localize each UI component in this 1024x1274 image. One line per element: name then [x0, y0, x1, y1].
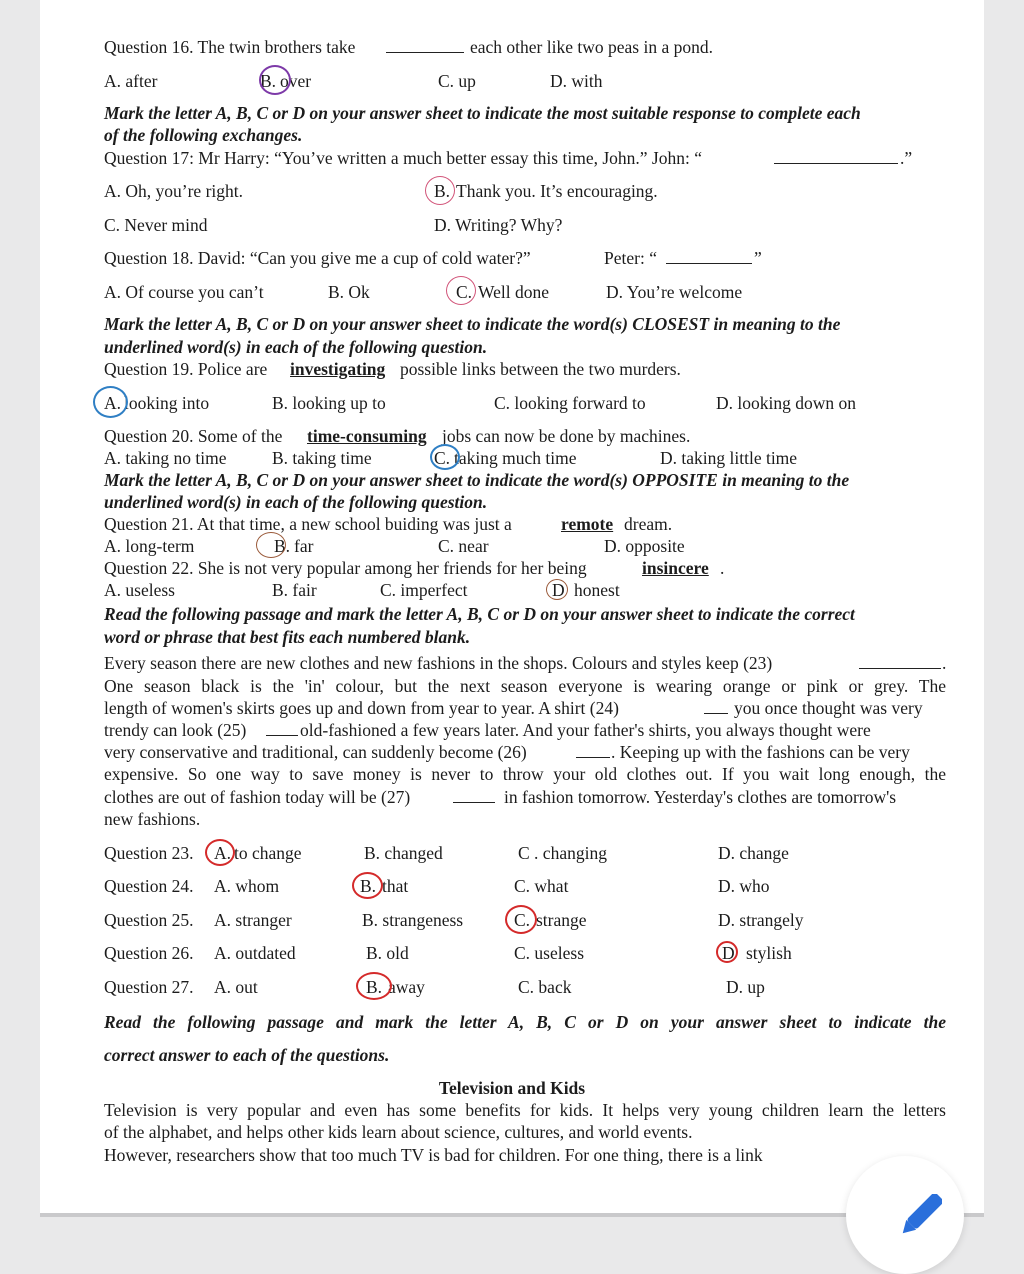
q24-option-c: C. what: [514, 876, 569, 896]
q18-peter: Peter: “: [604, 248, 657, 268]
q25-option-a: A. stranger: [214, 910, 292, 930]
q23-label: Question 23.: [104, 843, 194, 863]
q22-rest: .: [720, 558, 725, 578]
q25-option-c: strange: [536, 910, 587, 930]
q19-option-c: C. looking forward to: [494, 393, 646, 413]
q20-stem: Question 20. Some of the: [104, 426, 283, 446]
q17-option-a: A. Oh, you’re right.: [104, 181, 244, 201]
blank-27: [453, 788, 495, 803]
q21-option-d: D. opposite: [604, 536, 685, 556]
blank-26: [576, 743, 610, 758]
passage-text: old-fashioned a few years later. And your father's shirts, you always thought were: [300, 720, 871, 740]
answer-circle-q20: [430, 444, 460, 470]
q24-option-d: D. who: [718, 876, 770, 896]
q27-option-b-label: B.: [366, 977, 383, 997]
passage-text: in fashion tomorrow. Yesterday's clothes are tomorrow's: [504, 787, 897, 807]
q17-option-b-label: B.: [434, 181, 451, 201]
instruction-2-line-1: Mark the letter A, B, C or D on your answer sheet to indicate the word(s) CLOSEST in meaning to the: [104, 314, 841, 334]
q27-option-b: away: [388, 977, 425, 997]
instruction-4-line-2: word or phrase that best fits each numbered blank.: [104, 627, 471, 647]
passage-text: very conservative and traditional, can suddenly become (26): [104, 742, 527, 762]
reading-line-2: of the alphabet, and helps other kids learn about science, cultures, and world events.: [104, 1122, 693, 1142]
q22-option-b: B. fair: [272, 580, 317, 600]
passage-line-6: expensive. So one way to save money is never to throw your old clothes out. If you wait long enough, the: [104, 764, 946, 784]
passage-text: .: [942, 653, 947, 673]
answer-circle-q27: [356, 972, 392, 1000]
q19-stem: Question 19. Police are: [104, 359, 268, 379]
q19-underlined-word: investigating: [290, 359, 386, 379]
q16-option-a: A. after: [104, 71, 158, 91]
q21-option-a: A. long-term: [104, 536, 195, 556]
q25-option-d: D. strangely: [718, 910, 804, 930]
q16-option-b: over: [280, 71, 312, 91]
q27-option-a: A. out: [214, 977, 258, 997]
q19-option-d: D. looking down on: [716, 393, 856, 413]
instruction-3-line-2: underlined word(s) in each of the following question.: [104, 492, 488, 512]
instruction-5-line-2: correct answer to each of the questions.: [104, 1045, 390, 1065]
q18-option-a: A. Of course you can’t: [104, 282, 264, 302]
document-page: [40, 0, 984, 1213]
q16-rest: each other like two peas in a pond.: [470, 37, 713, 57]
q19-option-a-label: A.: [104, 393, 122, 413]
answer-circle-q19: [93, 386, 128, 418]
q18-option-c-label: C.: [456, 282, 473, 302]
instruction-1-line-2: of the following exchanges.: [104, 125, 303, 145]
q22-option-d: honest: [574, 580, 620, 600]
answer-circle-q23: [205, 839, 235, 866]
q21-rest: dream.: [624, 514, 673, 534]
edit-fab-button[interactable]: [846, 1156, 964, 1274]
answer-circle-q25: [505, 905, 537, 934]
q23-option-a: to change: [234, 843, 302, 863]
q26-option-a: A. outdated: [214, 943, 296, 963]
q27-label: Question 27.: [104, 977, 194, 997]
q22-option-a: A. useless: [104, 580, 175, 600]
q20-option-d: D. taking little time: [660, 448, 798, 468]
passage-text: you once thought was very: [734, 698, 923, 718]
q24-option-b: that: [382, 876, 409, 896]
q20-underlined-word: time-consuming: [307, 426, 427, 446]
q19-rest: possible links between the two murders.: [400, 359, 681, 379]
passage-line-2: One season black is the 'in' colour, but the next season everyone is wearing orange or pink or grey. The: [104, 676, 946, 696]
reading-line-3: However, researchers show that too much TV is bad for children. For one thing, there is a link: [104, 1145, 763, 1165]
q25-option-c-label: C.: [514, 910, 531, 930]
q25-label: Question 25.: [104, 910, 194, 930]
q26-option-d-label: D: [722, 943, 735, 963]
passage-text: clothes are out of fashion today will be (27): [104, 787, 411, 807]
reading-line-1: Television is very popular and even has some benefits for kids. It helps very young children learn the letters: [104, 1100, 946, 1120]
q22-option-c: C. imperfect: [380, 580, 468, 600]
answer-circle-q26: [716, 941, 738, 963]
q20-option-a: A. taking no time: [104, 448, 227, 468]
blank-24: [704, 699, 728, 714]
reading-title: Television and Kids: [438, 1078, 586, 1098]
q20-option-b: B. taking time: [272, 448, 372, 468]
q24-option-b-label: B.: [360, 876, 377, 896]
instruction-5-line-1: Read the following passage and mark the letter A, B, C or D on your answer sheet to indicate the: [104, 1012, 946, 1032]
passage-text: . Keeping up with the fashions can be very: [611, 742, 910, 762]
q24-label: Question 24.: [104, 876, 194, 896]
q18-option-b: B. Ok: [328, 282, 370, 302]
q23-option-d: D. change: [718, 843, 789, 863]
instruction-3-line-1: Mark the letter A, B, C or D on your answer sheet to indicate the word(s) OPPOSITE in meaning to the: [104, 470, 850, 490]
q26-option-b: B. old: [366, 943, 409, 963]
q27-option-d: D. up: [726, 977, 765, 997]
q17-option-d: D. Writing? Why?: [434, 215, 563, 235]
q26-option-d: stylish: [746, 943, 792, 963]
q18-stem: Question 18. David: “Can you give me a cup of cold water?”: [104, 248, 531, 268]
passage-line-8: new fashions.: [104, 809, 201, 829]
q26-label: Question 26.: [104, 943, 194, 963]
blank-25: [266, 721, 298, 736]
passage-text: length of women's skirts goes up and down from year to year. A shirt (24): [104, 698, 619, 718]
q17-stem: Question 17: Mr Harry: “You’ve written a much better essay this time, John.” John: “: [104, 148, 702, 168]
passage-text: Every season there are new clothes and new fashions in the shops. Colours and styles keep (23): [104, 653, 773, 673]
q17-option-c: C. Never mind: [104, 215, 208, 235]
q20-option-c: taking much time: [454, 448, 577, 468]
q19-option-a: looking into: [124, 393, 210, 413]
q21-underlined-word: remote: [561, 514, 614, 534]
q20-option-c-label: C.: [434, 448, 451, 468]
q23-option-b: B. changed: [364, 843, 443, 863]
q19-option-b: B. looking up to: [272, 393, 386, 413]
answer-circle-q16: [259, 65, 291, 95]
q17-end: .”: [900, 148, 913, 168]
answer-circle-q24: [352, 872, 383, 899]
page-shadow-edge: [40, 1213, 984, 1217]
q18-option-c: Well done: [478, 282, 549, 302]
answer-circle-q21: [256, 532, 286, 558]
q16-stem: Question 16. The twin brothers take: [104, 37, 356, 57]
q21-option-b-label: B.: [274, 536, 291, 556]
q22-stem: Question 22. She is not very popular among her friends for her being: [104, 558, 587, 578]
instruction-1-line-1: Mark the letter A, B, C or D on your answer sheet to indicate the most suitable response to complete each: [104, 103, 861, 123]
passage-text: trendy can look (25): [104, 720, 247, 740]
q22-option-d-label: D: [552, 580, 565, 600]
q18-end: ”: [754, 248, 762, 268]
q25-option-b: B. strangeness: [362, 910, 464, 930]
q24-option-a: A. whom: [214, 876, 280, 896]
q26-option-c: C. useless: [514, 943, 584, 963]
q18-option-d: D. You’re welcome: [606, 282, 743, 302]
q16-option-c: C. up: [438, 71, 476, 91]
instruction-4-line-1: Read the following passage and mark the letter A, B, C or D on your answer sheet to indicate the correct: [104, 604, 855, 624]
q22-underlined-word: insincere: [642, 558, 709, 578]
blank-23: [859, 654, 941, 669]
q16-option-d: D. with: [550, 71, 603, 91]
q17-option-b: Thank you. It’s encouraging.: [456, 181, 658, 201]
q21-option-b: far: [294, 536, 314, 556]
q21-option-c: C. near: [438, 536, 489, 556]
q27-option-c: C. back: [518, 977, 572, 997]
q23-option-c: C . changing: [518, 843, 607, 863]
answer-circle-q22: [546, 579, 568, 600]
q20-rest: jobs can now be done by machines.: [442, 426, 691, 446]
q16-option-b-label: B.: [260, 71, 277, 91]
instruction-2-line-2: underlined word(s) in each of the following question.: [104, 337, 488, 357]
q23-option-a-label: A.: [214, 843, 232, 863]
answer-circle-q18: [446, 276, 476, 305]
answer-circle-q17: [425, 176, 455, 205]
q21-stem: Question 21. At that time, a new school buiding was just a: [104, 514, 512, 534]
